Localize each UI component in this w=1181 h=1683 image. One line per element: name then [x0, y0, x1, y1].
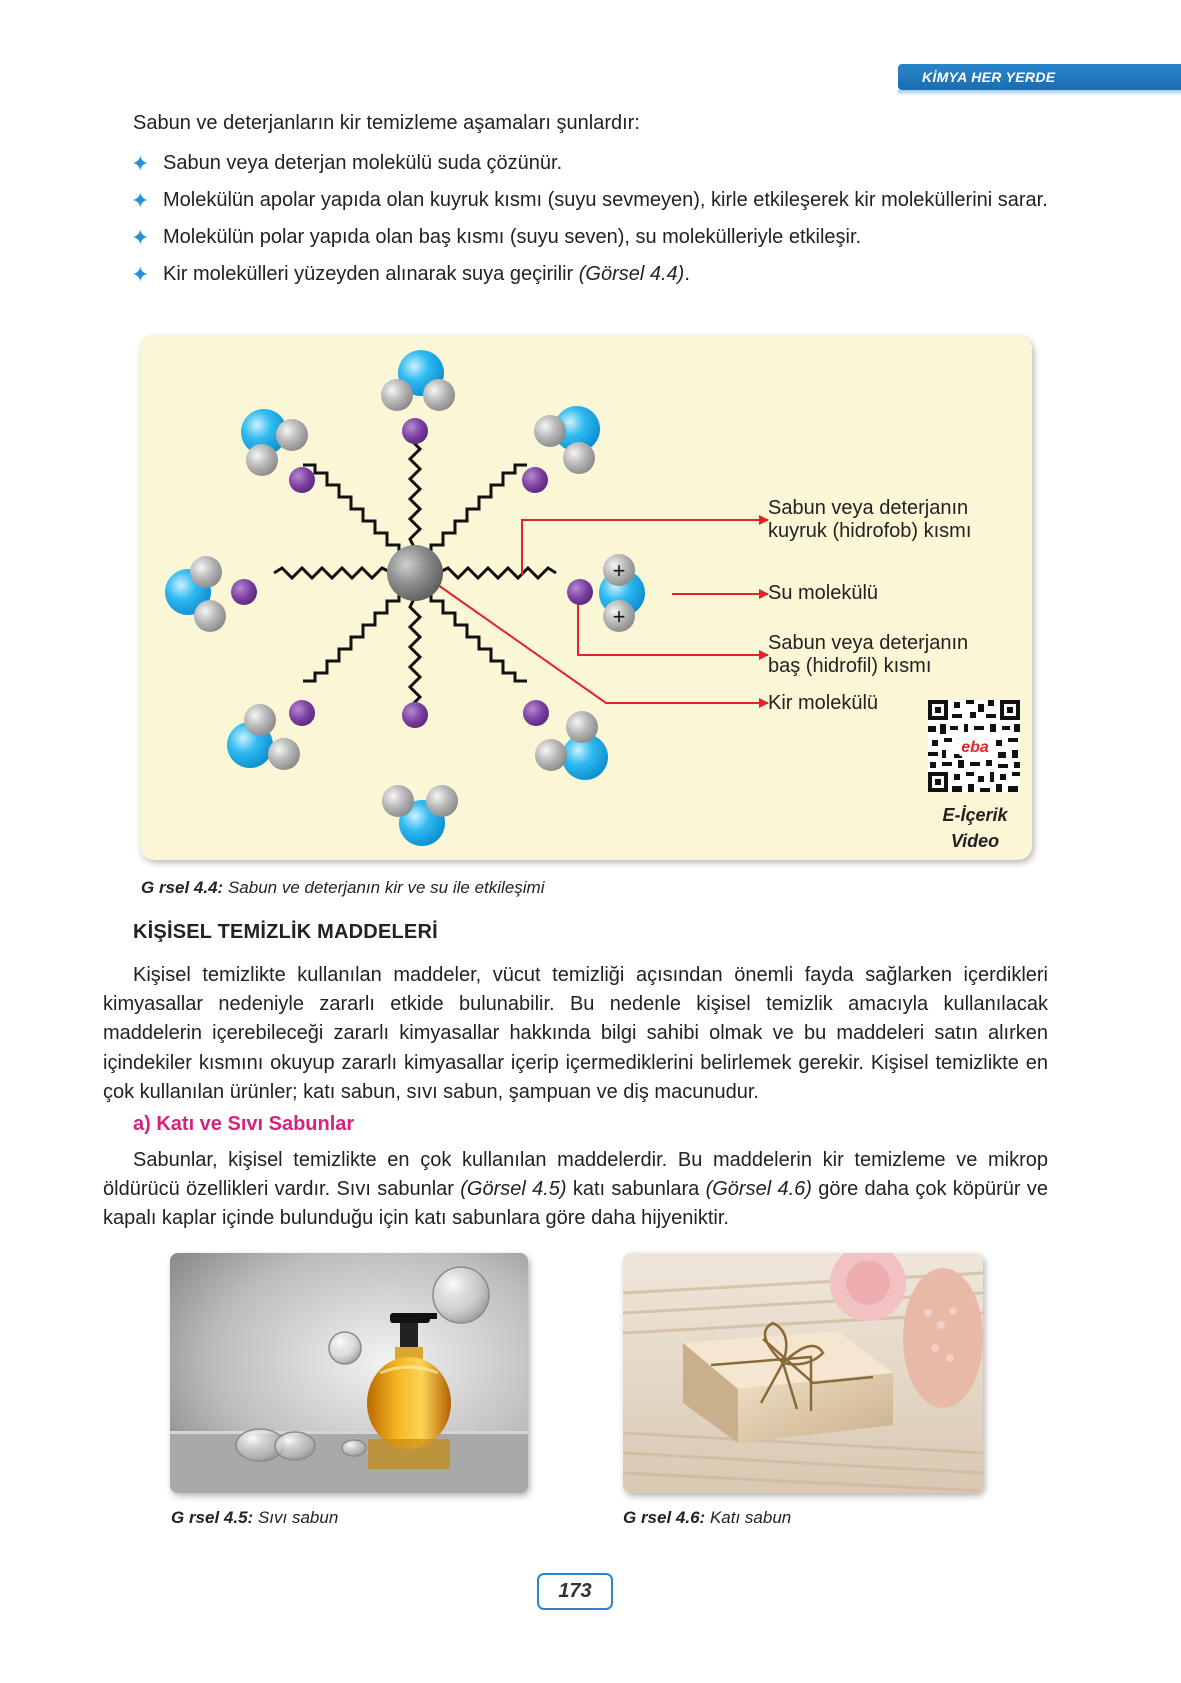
tail-right: [438, 568, 556, 578]
bar-soap-photo: [623, 1253, 983, 1493]
e-content-line: E-İçerik: [942, 805, 1008, 825]
tail-down-left: [303, 589, 399, 681]
list-item: ✦ Sabun veya deterjan molekülü suda çözünür.: [131, 148, 1048, 179]
section-title: KİŞİSEL TEMİZLİK MADDELERİ: [133, 921, 438, 943]
section-paragraph: Kişisel temizlikte kullanılan maddeler, vücut temizliği açısından önemli fayda sağlarken içerdikleri kimyasallar nedeniyle zararlı etkide bulunabilir. Bu nedenle kişisel temizlik amacıyla kullanılacak maddelerin içerebileceği zararlı kimyasallar hakkında bilgi sahibi olmak ve bu maddeleri satın alırken içindekiler kısmını okuyup zararlı kimyasallar içerip içermediklerini belirlemek gerekir. Kişisel temizlikte en çok kullanılan ürünler; katı sabun, sıvı sabun, şampuan ve diş macunudur.: [103, 964, 1048, 1103]
plus-sign: +: [612, 558, 626, 583]
tail-up: [410, 431, 420, 549]
four-point-star-icon: ✦: [131, 225, 150, 250]
four-point-star-icon: ✦: [131, 188, 150, 213]
tail-down-right: [431, 589, 527, 681]
tail-arrow: [522, 520, 768, 575]
head-up: [402, 418, 428, 444]
photo-caption: G rsel 4.5: Sıvı sabun: [171, 1508, 339, 1527]
water-molecule-right: [599, 554, 645, 632]
tail-label: Sabun veya deterjanın kuyruk (hidrofob) kısmı: [768, 497, 972, 542]
tail-left: [274, 568, 392, 578]
water-molecule-top: [381, 350, 455, 411]
plus-sign: +: [612, 604, 626, 629]
four-point-star-icon: ✦: [131, 151, 150, 176]
micelle-illustration: [140, 335, 1032, 860]
dirt-label: Kir molekülü: [768, 692, 879, 714]
head-down: [402, 702, 428, 728]
photo-caption: G rsel 4.6: Katı sabun: [623, 1508, 792, 1527]
label-arrows: [438, 520, 768, 703]
list-item: ✦ Molekülün apolar yapıda olan kuyruk kısmı (suyu sevmeyen), kirle etkileşerek kir moleküllerini sarar.: [131, 185, 1048, 216]
page-number: 173: [537, 1573, 613, 1610]
tail-down: [410, 597, 420, 715]
intro-text: Sabun ve deterjanların kir temizleme aşamaları şunlardır:: [133, 112, 640, 134]
water-molecule-bottom: [382, 785, 458, 846]
video-line: Video: [950, 831, 1000, 851]
head-up-left: [289, 467, 315, 493]
head-left: [231, 579, 257, 605]
head-right: [567, 579, 593, 605]
chapter-header-tab: KİMYA HER YERDE: [898, 64, 1181, 90]
cleaning-steps-list: [131, 148, 1048, 296]
qr-code-icon: [928, 700, 1020, 792]
list-item: ✦ Kir molekülleri yüzeyden alınarak suya geçirilir (Görsel 4.4).: [131, 259, 1048, 290]
list-item: ✦ Molekülün polar yapıda olan baş kısmı (suyu seven), su molekülleriyle etkileşir.: [131, 222, 1048, 253]
water-molecule-top-right: [534, 406, 600, 474]
liquid-soap-photo: [170, 1253, 528, 1493]
four-point-star-icon: ✦: [131, 262, 150, 287]
tail-up-left: [303, 465, 399, 557]
dirt-molecule: [387, 545, 443, 601]
subsection-title: a) Katı ve Sıvı Sabunlar: [133, 1113, 355, 1135]
soap-molecule-diagram: [140, 335, 1032, 860]
eba-brand: eba: [961, 739, 989, 756]
subsection-paragraph: Sabunlar, kişisel temizlikte en çok kullanılan maddelerdir. Bu maddelerin kir temizleme ve mikrop öldürücü özellikleri vardır. Sıvı sabunlar (Görsel 4.5) katı sabunlara (Görsel 4.6) göre daha çok köpürür ve kapalı kaplar içinde bulunduğu için katı sabunlara göre daha hijyeniktir.: [103, 1149, 1049, 1230]
head-up-right: [522, 467, 548, 493]
tail-up-right: [431, 465, 527, 557]
water-molecule-left: [165, 556, 226, 632]
head-down-right: [523, 700, 549, 726]
e-content-caption: [915, 802, 1035, 854]
water-label: Su molekülü: [768, 582, 879, 604]
water-molecule-top-left: [241, 409, 308, 476]
figure-caption: G rsel 4.4: Sabun ve deterjanın kir ve su ile etkileşimi: [141, 878, 545, 897]
head-down-left: [289, 700, 315, 726]
head-label: Sabun veya deterjanın baş (hidrofil) kısmı: [768, 632, 969, 677]
